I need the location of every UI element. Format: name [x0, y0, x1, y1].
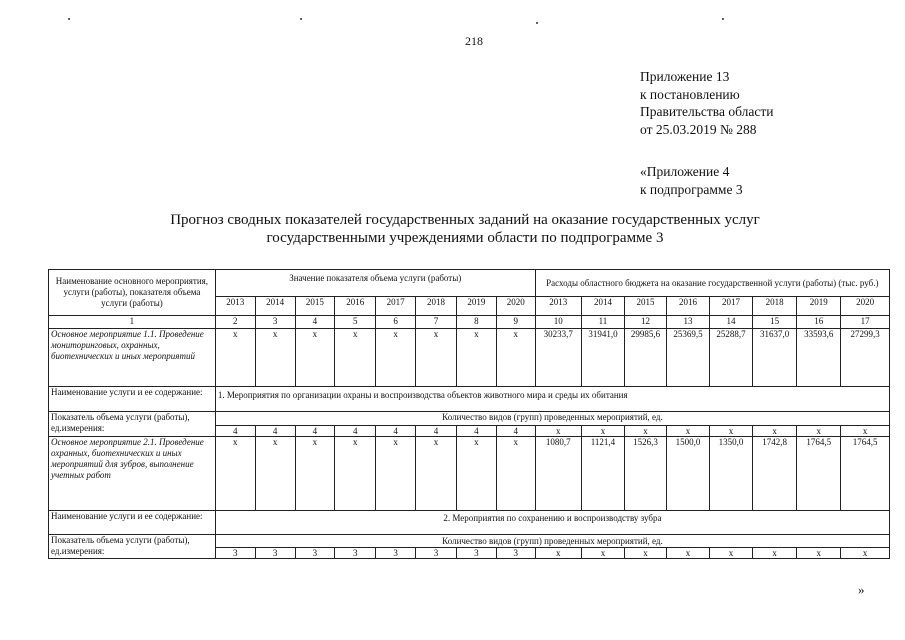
col-number: 3 — [255, 316, 295, 329]
cost-value: 30233,7 — [535, 329, 581, 387]
volume-value: 3 — [456, 548, 496, 559]
volume-value: x — [456, 437, 496, 511]
volume-value: x — [496, 437, 535, 511]
col-number: 9 — [496, 316, 535, 329]
volume-value: 3 — [255, 548, 295, 559]
cost-value: x — [535, 426, 581, 437]
service-label: Наименование услуги и ее содержание: — [49, 511, 216, 535]
activity-name: Основное мероприятие 2.1. Проведение охранных, биотехнических и иных мероприятий для зубров, выполнение учетных работ — [49, 437, 216, 511]
year-header: 2013 — [215, 297, 255, 316]
col-number: 1 — [49, 316, 216, 329]
closing-quote: » — [858, 582, 865, 597]
cost-value: 1350,0 — [710, 437, 753, 511]
year-header: 2020 — [496, 297, 535, 316]
volume-value: x — [215, 437, 255, 511]
year-header: 2017 — [710, 297, 753, 316]
volume-value: x — [416, 329, 457, 387]
cost-value: x — [710, 548, 753, 559]
cost-value: 31941,0 — [581, 329, 624, 387]
col-header-name: Наименование основного мероприятия, услуги (работы), показателя объема услуги (работы) — [49, 270, 216, 316]
title-line: Прогноз сводных показателей государственных заданий на оказание государственных услуг — [170, 212, 760, 228]
appendix-line: Приложение 13 — [640, 69, 730, 84]
volume-value: x — [335, 329, 376, 387]
table-row — [49, 437, 890, 511]
appendix-line: Правительства области — [640, 104, 774, 119]
scan-speck — [536, 22, 538, 24]
col-number: 12 — [624, 316, 666, 329]
scan-speck — [300, 18, 302, 20]
cost-value: 25369,5 — [666, 329, 709, 387]
activity-name: Основное мероприятие 1.1. Проведение мониторинговых, охранных, биотехнических и иных мероприятий — [49, 329, 216, 387]
volume-value: 4 — [496, 426, 535, 437]
appendix-sub-block — [640, 163, 743, 198]
year-header: 2014 — [581, 297, 624, 316]
page-number: 218 — [465, 34, 483, 48]
year-header: 2013 — [535, 297, 581, 316]
appendix-line: «Приложение 4 — [640, 164, 730, 179]
year-header: 2019 — [797, 297, 841, 316]
volume-value: x — [376, 437, 416, 511]
cost-value: 1764,5 — [841, 437, 890, 511]
volume-value: 3 — [496, 548, 535, 559]
group-header-expenses: Расходы областного бюджета на оказание государственной услуги (работы) (тыс. руб.) — [535, 270, 889, 297]
table-row — [49, 412, 890, 426]
column-number-row — [49, 316, 890, 329]
col-number: 6 — [376, 316, 416, 329]
service-content: 1. Мероприятия по организации охраны и воспроизводства объектов животного мира и среды их обитания — [215, 387, 889, 412]
scan-speck — [722, 18, 724, 20]
cost-value: 1080,7 — [535, 437, 581, 511]
col-number: 14 — [710, 316, 753, 329]
group-header-volume: Значение показателя объема услуги (работы) — [215, 270, 535, 297]
col-number: 15 — [753, 316, 797, 329]
cost-value: 1500,0 — [666, 437, 709, 511]
volume-value: 3 — [295, 548, 335, 559]
year-header: 2019 — [456, 297, 496, 316]
service-label: Наименование услуги и ее содержание: — [49, 387, 216, 412]
indicator-content: Количество видов (групп) проведенных мероприятий, ед. — [215, 535, 889, 548]
volume-value: 3 — [215, 548, 255, 559]
scan-speck — [68, 18, 70, 20]
volume-value: x — [456, 329, 496, 387]
cost-value: x — [797, 548, 841, 559]
cost-value: 1764,5 — [797, 437, 841, 511]
table-row — [49, 511, 890, 535]
volume-value: x — [215, 329, 255, 387]
volume-value: x — [416, 437, 457, 511]
cost-value: x — [753, 548, 797, 559]
cost-value: 33593,6 — [797, 329, 841, 387]
col-number: 13 — [666, 316, 709, 329]
volume-value: 4 — [295, 426, 335, 437]
cost-value: x — [710, 426, 753, 437]
forecast-table — [48, 269, 890, 559]
volume-value: x — [335, 437, 376, 511]
volume-value: x — [255, 329, 295, 387]
appendix-line: от 25.03.2019 № 288 — [640, 121, 757, 137]
volume-value: x — [295, 437, 335, 511]
table-row — [49, 535, 890, 548]
year-header: 2016 — [335, 297, 376, 316]
volume-value: 3 — [416, 548, 457, 559]
volume-value: 4 — [335, 426, 376, 437]
cost-value: 1742,8 — [753, 437, 797, 511]
indicator-content: Количество видов (групп) проведенных мероприятий, ед. — [215, 412, 889, 426]
cost-value: x — [624, 548, 666, 559]
volume-value: 3 — [376, 548, 416, 559]
cost-value: 25288,7 — [710, 329, 753, 387]
table-row — [49, 387, 890, 412]
cost-value: x — [581, 548, 624, 559]
volume-value: 4 — [215, 426, 255, 437]
volume-value: 4 — [416, 426, 457, 437]
cost-value: x — [841, 426, 890, 437]
appendix-line: к подпрограмме 3 — [640, 181, 743, 197]
volume-value: x — [295, 329, 335, 387]
col-number: 16 — [797, 316, 841, 329]
cost-value: x — [841, 548, 890, 559]
col-number: 10 — [535, 316, 581, 329]
col-number: 17 — [841, 316, 890, 329]
year-header: 2015 — [295, 297, 335, 316]
volume-value: 4 — [255, 426, 295, 437]
col-number: 7 — [416, 316, 457, 329]
indicator-label: Показатель объема услуги (работы), ед.измерения: — [49, 412, 216, 437]
volume-value: 3 — [335, 548, 376, 559]
year-header: 2016 — [666, 297, 709, 316]
year-header: 2020 — [841, 297, 890, 316]
appendix-main-block — [640, 68, 773, 138]
cost-value: x — [535, 548, 581, 559]
cost-value: 1526,3 — [624, 437, 666, 511]
cost-value: x — [797, 426, 841, 437]
cost-value: x — [581, 426, 624, 437]
col-number: 11 — [581, 316, 624, 329]
indicator-label: Показатель объема услуги (работы), ед.измерения: — [49, 535, 216, 559]
year-header: 2014 — [255, 297, 295, 316]
col-number: 5 — [335, 316, 376, 329]
service-content: 2. Мероприятия по сохранению и воспроизводству зубра — [215, 511, 889, 535]
volume-value: 4 — [376, 426, 416, 437]
cost-value: x — [753, 426, 797, 437]
document-title — [120, 212, 810, 247]
cost-value: 31637,0 — [753, 329, 797, 387]
table-row — [49, 329, 890, 387]
volume-value: 4 — [456, 426, 496, 437]
year-header: 2017 — [376, 297, 416, 316]
volume-value: x — [496, 329, 535, 387]
cost-value: x — [666, 426, 709, 437]
cost-value: x — [666, 548, 709, 559]
appendix-line: к постановлению — [640, 86, 740, 102]
cost-value: x — [624, 426, 666, 437]
title-line: государственными учреждениями области по подпрограмме 3 — [266, 229, 664, 246]
col-number: 2 — [215, 316, 255, 329]
cost-value: 29985,6 — [624, 329, 666, 387]
year-header: 2018 — [753, 297, 797, 316]
year-header: 2018 — [416, 297, 457, 316]
cost-value: 27299,3 — [841, 329, 890, 387]
volume-value: x — [376, 329, 416, 387]
col-number: 4 — [295, 316, 335, 329]
volume-value: x — [255, 437, 295, 511]
col-number: 8 — [456, 316, 496, 329]
year-header: 2015 — [624, 297, 666, 316]
cost-value: 1121,4 — [581, 437, 624, 511]
